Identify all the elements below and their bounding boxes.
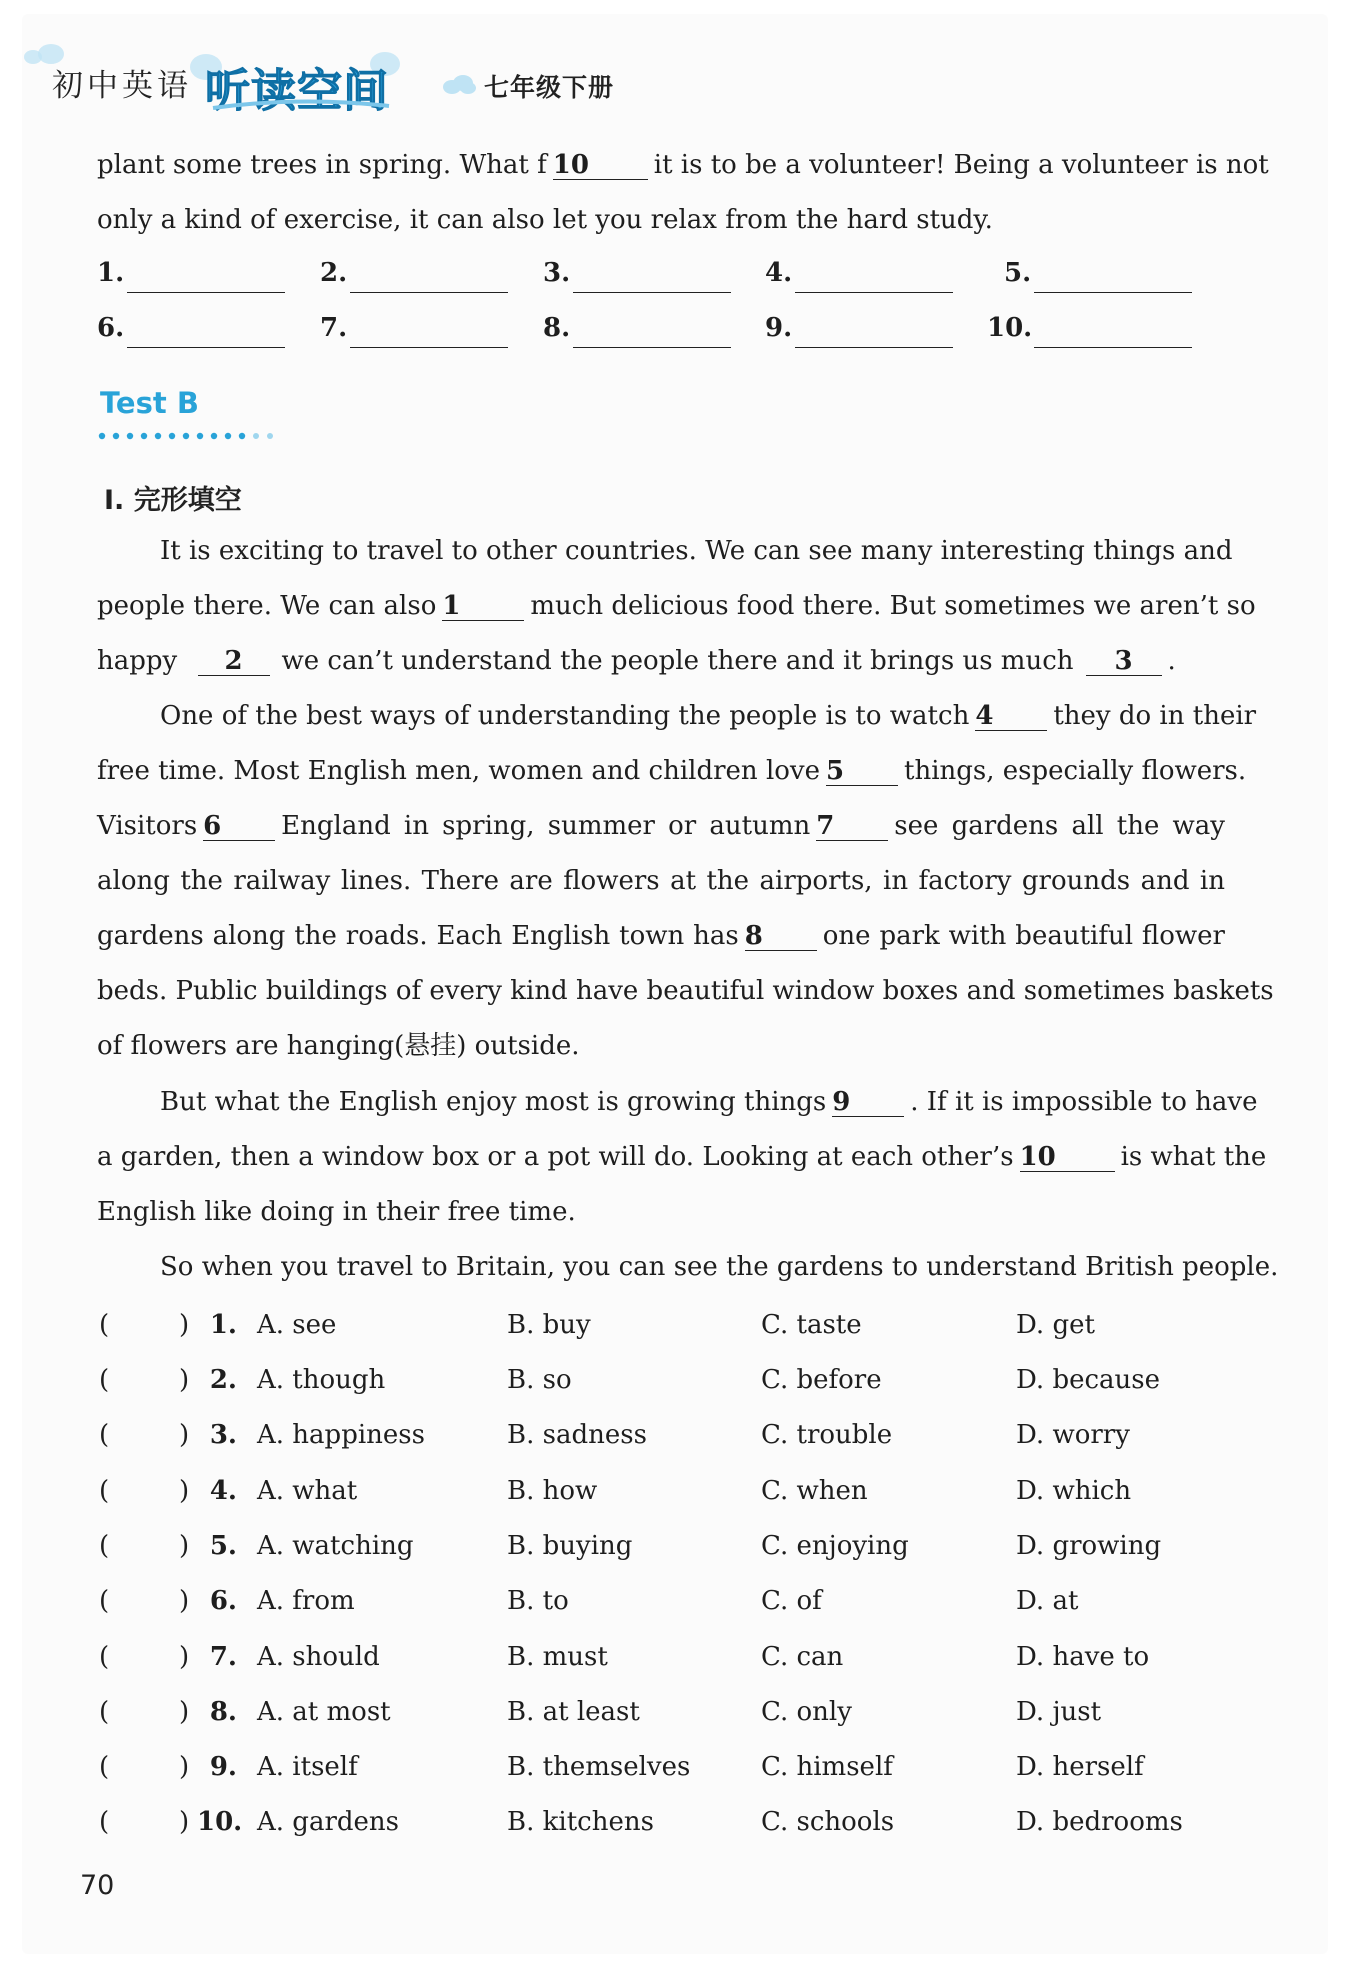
option-b[interactable]: B. to [507, 1586, 569, 1616]
cloze-blank[interactable]: 6 [203, 812, 275, 841]
answer-paren-open[interactable]: ( [99, 1531, 110, 1561]
answer-paren-close[interactable]: ) [179, 1476, 190, 1506]
option-d[interactable]: D. get [1016, 1310, 1095, 1340]
option-b[interactable]: B. kitchens [507, 1807, 654, 1837]
option-a[interactable]: A. should [257, 1642, 380, 1672]
cloze-blank[interactable]: 9 [832, 1088, 904, 1117]
answer-line[interactable] [573, 347, 731, 348]
answer-paren-open[interactable]: ( [99, 1420, 110, 1450]
answer-paren-close[interactable]: ) [179, 1420, 190, 1450]
section-title: Ⅰ. 完形填空 [104, 485, 242, 516]
question-number: 5. [209, 1531, 237, 1561]
text-segment: it is to be a volunteer! Being a volunteer is not [653, 150, 1269, 180]
text-segment: plant some trees in spring. What f [97, 150, 547, 180]
option-c[interactable]: C. of [761, 1586, 822, 1616]
option-c[interactable]: C. only [761, 1697, 852, 1727]
cloze-blank[interactable]: 4 [975, 702, 1047, 731]
passage-line: It is exciting to travel to other countries. We can see many interesting things and [160, 536, 1233, 566]
option-b[interactable]: B. buying [507, 1531, 633, 1561]
text-segment: England in spring, summer or autumn [281, 811, 811, 841]
option-c[interactable]: C. himself [761, 1752, 893, 1782]
answer-number: 1. [97, 258, 125, 288]
answer-paren-open[interactable]: ( [99, 1586, 110, 1616]
swoosh-icon [211, 98, 391, 114]
option-b[interactable]: B. so [507, 1365, 572, 1395]
question-number: 9. [209, 1752, 237, 1782]
answer-line[interactable] [1034, 292, 1192, 293]
question-row [97, 1586, 1247, 1626]
answer-paren-open[interactable]: ( [99, 1642, 110, 1672]
cloze-blank[interactable]: 7 [816, 812, 888, 841]
passage-line [97, 808, 1225, 844]
answer-blank[interactable]: 10 [553, 151, 648, 180]
cloze-blank[interactable]: 8 [745, 922, 817, 951]
text-segment: one park with beautiful flower [822, 921, 1225, 951]
answer-number: 6. [97, 313, 125, 343]
question-row [97, 1420, 1247, 1460]
passage-line [160, 1084, 1258, 1120]
answer-number: 10. [987, 313, 1033, 343]
option-a[interactable]: A. at most [257, 1697, 391, 1727]
option-d[interactable]: D. because [1016, 1365, 1161, 1395]
answer-paren-open[interactable]: ( [99, 1752, 110, 1782]
answer-row-1 [97, 258, 1247, 298]
carryover-line-2: only a kind of exercise, it can also let you relax from the hard study. [97, 205, 993, 235]
question-row [97, 1531, 1247, 1571]
grade-label: 七年级下册 [484, 73, 615, 102]
question-row [97, 1476, 1247, 1516]
answer-line[interactable] [350, 292, 508, 293]
passage-line: English like doing in their free time. [97, 1197, 576, 1227]
option-c[interactable]: C. when [761, 1476, 868, 1506]
text-segment: free time. Most English men, women and children love [97, 756, 820, 786]
option-a[interactable]: A. itself [257, 1752, 358, 1782]
answer-paren-close[interactable]: ) [179, 1752, 190, 1782]
answer-number: 7. [320, 313, 348, 343]
page-header [0, 0, 1350, 130]
option-b[interactable]: B. at least [507, 1697, 640, 1727]
option-d[interactable]: D. worry [1016, 1420, 1130, 1450]
option-a[interactable]: A. watching [257, 1531, 414, 1561]
answer-number: 9. [765, 313, 793, 343]
text-segment: they do in their [1053, 701, 1257, 731]
answer-paren-close[interactable]: ) [179, 1310, 190, 1340]
passage-line [97, 588, 1256, 624]
question-number: 7. [209, 1642, 237, 1672]
question-row [97, 1807, 1247, 1847]
text-segment: see gardens all the way [894, 811, 1225, 841]
passage-line [97, 918, 1225, 954]
answer-line[interactable] [573, 292, 731, 293]
answer-line[interactable] [350, 347, 508, 348]
passage-line [97, 1139, 1267, 1175]
option-d[interactable]: D. which [1016, 1476, 1132, 1506]
answer-line[interactable] [1034, 347, 1192, 348]
passage-line: beds. Public buildings of every kind have beautiful window boxes and sometimes baskets [97, 976, 1274, 1006]
text-segment: . If it is impossible to have [910, 1087, 1258, 1117]
passage-line: So when you travel to Britain, you can see the gardens to understand British people. [160, 1252, 1279, 1282]
answer-line[interactable] [127, 347, 285, 348]
answer-number: 5. [1004, 258, 1032, 288]
option-a[interactable]: A. though [257, 1365, 386, 1395]
option-a[interactable]: A. gardens [257, 1807, 399, 1837]
option-b[interactable]: B. sadness [507, 1420, 647, 1450]
question-number: 3. [209, 1420, 237, 1450]
cloze-blank[interactable]: 5 [826, 757, 898, 786]
option-a[interactable]: A. happiness [257, 1420, 425, 1450]
question-number: 6. [209, 1586, 237, 1616]
option-b[interactable]: B. how [507, 1476, 598, 1506]
text-segment: One of the best ways of understanding the people is to watch [160, 701, 970, 731]
cloud-icon [441, 74, 477, 96]
answer-number: 8. [543, 313, 571, 343]
question-number: 10. [197, 1807, 243, 1837]
text-segment: much delicious food there. But sometimes we aren’t so [530, 591, 1256, 621]
option-d[interactable]: D. have to [1016, 1642, 1150, 1672]
option-d[interactable]: D. herself [1016, 1752, 1144, 1782]
passage-line [97, 753, 1247, 789]
passage-line [160, 698, 1257, 734]
text-segment: gardens along the roads. Each English town has [97, 921, 739, 951]
question-number: 4. [209, 1476, 237, 1506]
text-segment: But what the English enjoy most is growing things [160, 1087, 827, 1117]
text-segment: Visitors [97, 811, 198, 841]
answer-line[interactable] [795, 292, 953, 293]
option-b[interactable]: B. themselves [507, 1752, 691, 1782]
text-segment: people there. We can also [97, 591, 437, 621]
cloze-blank[interactable]: 10 [1020, 1143, 1115, 1172]
question-row [97, 1642, 1247, 1682]
answer-paren-open[interactable]: ( [99, 1365, 110, 1395]
option-c[interactable]: C. taste [761, 1310, 862, 1340]
page-number: 70 [80, 1870, 115, 1901]
question-row [97, 1310, 1247, 1350]
option-a[interactable]: A. from [257, 1586, 355, 1616]
option-d[interactable]: D. bedrooms [1016, 1807, 1183, 1837]
dotted-underline [98, 431, 282, 441]
carryover-line-1 [97, 147, 1269, 183]
answer-line[interactable] [795, 347, 953, 348]
option-b[interactable]: B. buy [507, 1310, 591, 1340]
question-row [97, 1752, 1247, 1792]
passage-line: of flowers are hanging(悬挂) outside. [97, 1031, 580, 1061]
option-c[interactable]: C. before [761, 1365, 882, 1395]
option-c[interactable]: C. enjoying [761, 1531, 909, 1561]
answer-paren-open[interactable]: ( [99, 1697, 110, 1727]
brand-logo [205, 50, 405, 117]
text-segment: is what the [1120, 1142, 1267, 1172]
option-c[interactable]: C. trouble [761, 1420, 893, 1450]
passage-line: along the railway lines. There are flowers at the airports, in factory grounds and in [97, 866, 1225, 896]
text-segment: we can’t understand the people there and it brings us much [281, 646, 1074, 676]
cloze-blank[interactable]: 3 [1086, 647, 1162, 676]
answer-paren-open[interactable]: ( [99, 1476, 110, 1506]
option-a[interactable]: A. see [257, 1310, 337, 1340]
text-segment: happy [97, 646, 178, 676]
answer-paren-close[interactable]: ) [179, 1365, 190, 1395]
answer-paren-open[interactable]: ( [99, 1310, 110, 1340]
option-d[interactable]: D. just [1016, 1697, 1102, 1727]
answer-line[interactable] [127, 292, 285, 293]
cloze-blank[interactable]: 1 [442, 592, 524, 621]
answer-paren-close[interactable]: ) [179, 1642, 190, 1672]
question-row [97, 1697, 1247, 1737]
option-c[interactable]: C. schools [761, 1807, 895, 1837]
answer-paren-open[interactable]: ( [99, 1807, 110, 1837]
series-title: 初中英语 [52, 68, 192, 104]
answer-number: 2. [320, 258, 348, 288]
answer-paren-close[interactable]: ) [179, 1807, 190, 1837]
question-number: 8. [209, 1697, 237, 1727]
answer-row-2 [97, 313, 1247, 353]
option-d[interactable]: D. at [1016, 1586, 1079, 1616]
text-segment: things, especially flowers. [904, 756, 1247, 786]
answer-number: 3. [543, 258, 571, 288]
option-d[interactable]: D. growing [1016, 1531, 1162, 1561]
answer-number: 4. [765, 258, 793, 288]
brand-name: 听读空间 [205, 64, 390, 117]
passage-line [97, 643, 1225, 679]
test-title: Test B [100, 386, 199, 420]
text-segment: a garden, then a window box or a pot will do. Looking at each other’s [97, 1142, 1014, 1172]
question-number: 2. [209, 1365, 237, 1395]
answer-paren-close[interactable]: ) [179, 1531, 190, 1561]
option-a[interactable]: A. what [257, 1476, 358, 1506]
option-b[interactable]: B. must [507, 1642, 608, 1672]
question-row [97, 1365, 1247, 1405]
text-segment: . [1167, 646, 1176, 676]
option-c[interactable]: C. can [761, 1642, 844, 1672]
answer-paren-close[interactable]: ) [179, 1697, 190, 1727]
question-number: 1. [209, 1310, 237, 1340]
cloze-blank[interactable]: 2 [198, 647, 270, 676]
answer-paren-close[interactable]: ) [179, 1586, 190, 1616]
